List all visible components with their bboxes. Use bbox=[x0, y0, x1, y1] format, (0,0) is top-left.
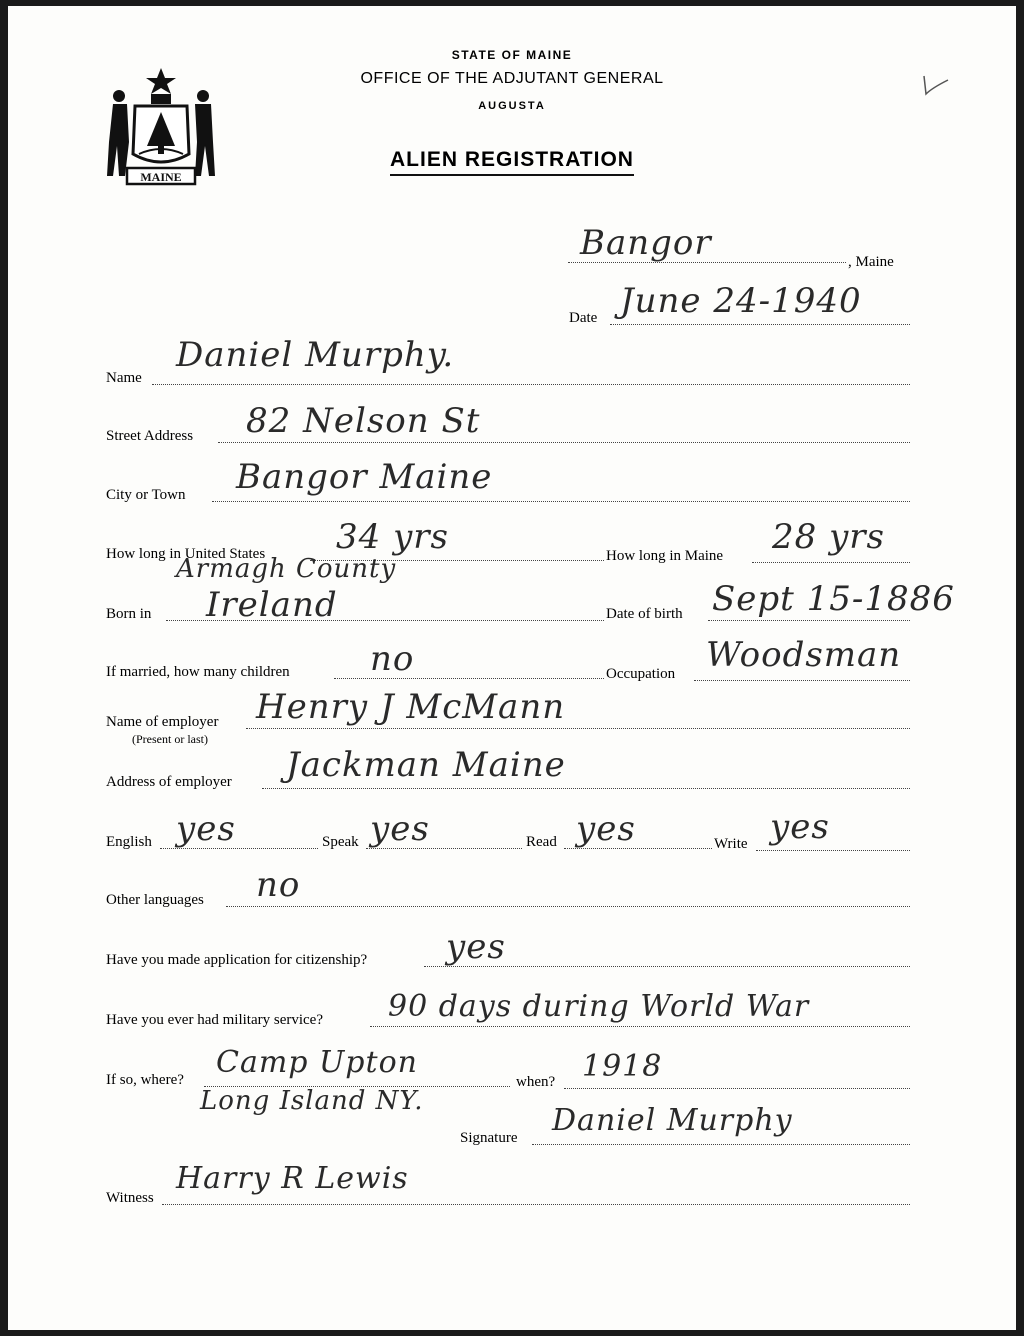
street-value[interactable]: 82 Nelson St bbox=[246, 401, 481, 441]
maine-years-label: How long in Maine bbox=[606, 548, 724, 564]
witness-value[interactable]: Harry R Lewis bbox=[176, 1161, 409, 1196]
dob-label: Date of birth bbox=[606, 606, 683, 622]
date-value[interactable]: June 24-1940 bbox=[620, 281, 862, 321]
employer-address-value[interactable]: Jackman Maine bbox=[286, 745, 566, 785]
when-line bbox=[564, 1088, 910, 1089]
dob-line bbox=[708, 620, 910, 621]
born-county-note[interactable]: Armagh County bbox=[176, 554, 397, 584]
check-mark-icon bbox=[920, 70, 950, 100]
name-line bbox=[152, 384, 910, 385]
speak-value[interactable]: yes bbox=[370, 809, 430, 849]
write-label: Write bbox=[714, 836, 748, 852]
state-heading: STATE OF MAINE bbox=[451, 48, 573, 62]
other-languages-label: Other languages bbox=[106, 892, 204, 908]
where-value[interactable]: Camp Upton bbox=[216, 1045, 418, 1080]
signature-value[interactable]: Daniel Murphy bbox=[552, 1103, 793, 1138]
where-value-line2[interactable]: Long Island NY. bbox=[200, 1086, 424, 1116]
citizenship-label: Have you made application for citizenship? bbox=[106, 952, 368, 968]
dob-value[interactable]: Sept 15-1886 bbox=[712, 579, 955, 619]
read-value[interactable]: yes bbox=[576, 809, 636, 849]
date-line bbox=[610, 324, 910, 325]
read-label: Read bbox=[526, 834, 557, 850]
employer-address-line bbox=[262, 788, 910, 789]
children-label: If married, how many children bbox=[106, 664, 290, 680]
signature-line bbox=[532, 1144, 910, 1145]
english-label: English bbox=[106, 834, 152, 850]
us-years-label: How long in United States bbox=[106, 546, 266, 562]
where-label: If so, where? bbox=[106, 1072, 184, 1088]
born-label: Born in bbox=[106, 606, 152, 622]
office-heading: OFFICE OF THE ADJUTANT GENERAL bbox=[360, 70, 664, 87]
military-label: Have you ever had military service? bbox=[106, 1012, 323, 1028]
english-value[interactable]: yes bbox=[176, 809, 236, 849]
date-label: Date bbox=[569, 310, 598, 326]
place-suffix: , Maine bbox=[848, 254, 894, 270]
write-line bbox=[756, 850, 910, 851]
seal-text: MAINE bbox=[140, 170, 182, 184]
city-heading: AUGUSTA bbox=[478, 100, 546, 112]
speak-label: Speak bbox=[322, 834, 359, 850]
city-label: City or Town bbox=[106, 487, 186, 503]
city-line bbox=[212, 501, 910, 502]
occupation-line bbox=[694, 680, 910, 681]
citizenship-value[interactable]: yes bbox=[446, 927, 506, 967]
witness-label: Witness bbox=[106, 1190, 154, 1206]
write-value[interactable]: yes bbox=[770, 807, 830, 847]
employer-sublabel: (Present or last) bbox=[132, 732, 208, 746]
other-languages-value[interactable]: no bbox=[256, 865, 301, 905]
city-value[interactable]: Bangor Maine bbox=[236, 457, 493, 497]
employer-label: Name of employer bbox=[106, 714, 219, 730]
employer-line bbox=[246, 728, 910, 729]
witness-line bbox=[162, 1204, 910, 1205]
place-value[interactable]: Bangor bbox=[580, 223, 712, 263]
born-value[interactable]: Ireland bbox=[206, 585, 338, 625]
maine-years-value[interactable]: 28 yrs bbox=[772, 517, 885, 557]
military-line bbox=[370, 1026, 910, 1027]
street-label: Street Address bbox=[106, 428, 194, 444]
when-value[interactable]: 1918 bbox=[582, 1049, 663, 1084]
occupation-value[interactable]: Woodsman bbox=[706, 635, 902, 675]
employer-value[interactable]: Henry J McMann bbox=[256, 687, 566, 727]
maine-years-line bbox=[752, 562, 910, 563]
form-title bbox=[0, 148, 1024, 176]
signature-label: Signature bbox=[460, 1130, 518, 1146]
street-line bbox=[218, 442, 910, 443]
other-languages-line bbox=[226, 906, 910, 907]
employer-address-label: Address of employer bbox=[106, 774, 232, 790]
military-value[interactable]: 90 days during World War bbox=[388, 989, 810, 1024]
when-label: when? bbox=[516, 1074, 556, 1090]
name-label: Name bbox=[106, 370, 142, 386]
occupation-label: Occupation bbox=[606, 666, 676, 682]
us-years-value[interactable]: 34 yrs bbox=[336, 517, 449, 557]
name-value[interactable]: Daniel Murphy. bbox=[176, 335, 455, 375]
children-value[interactable]: no bbox=[370, 639, 415, 679]
form-title-text: ALIEN REGISTRATION bbox=[390, 148, 634, 176]
